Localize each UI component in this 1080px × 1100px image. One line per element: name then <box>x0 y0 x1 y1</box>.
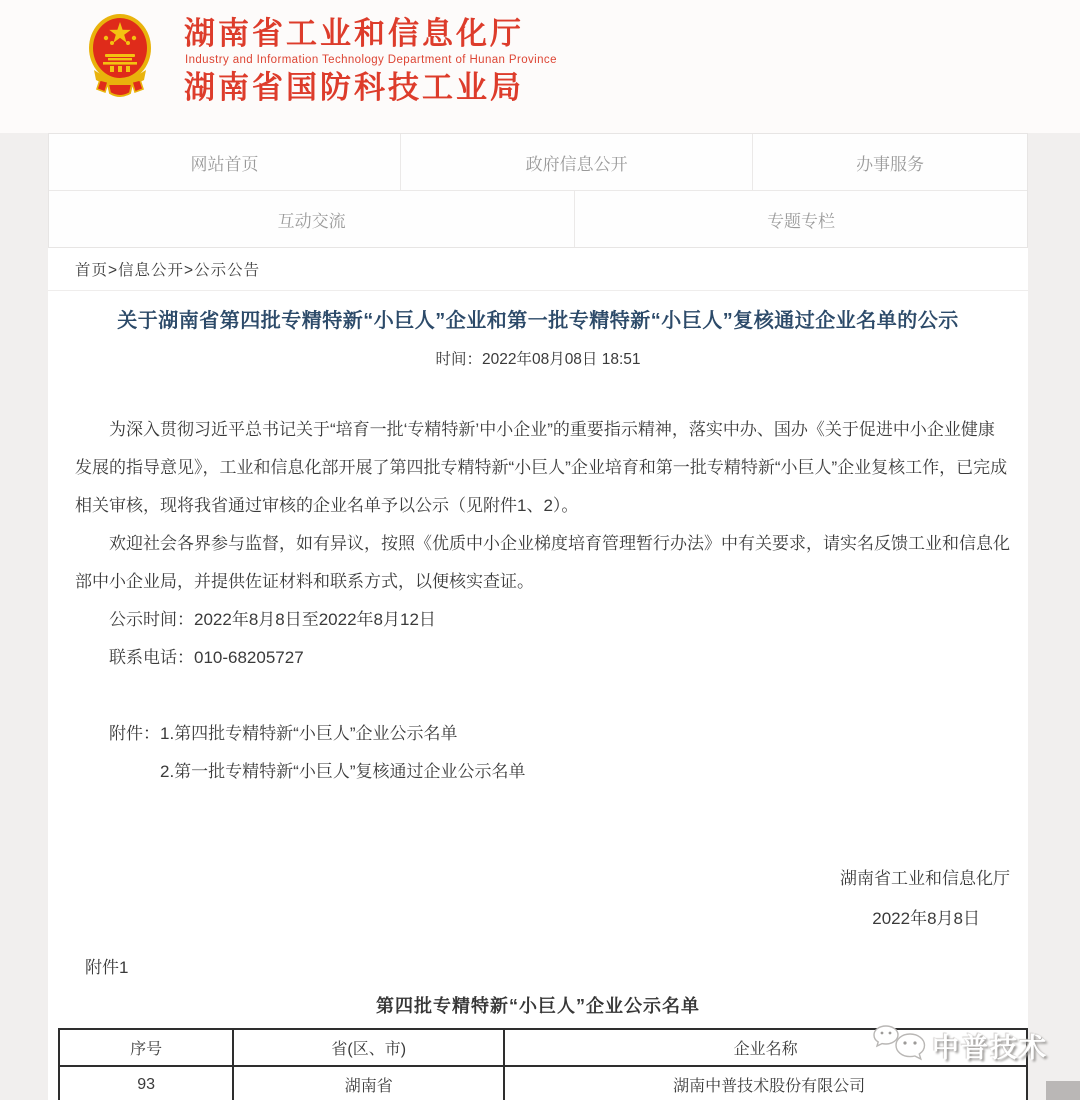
annex-table <box>58 1028 1028 1100</box>
nav-item-services[interactable]: 办事服务 <box>856 154 925 174</box>
article-body <box>48 411 1028 791</box>
breadcrumb[interactable]: 首页>信息公开>公示公告 <box>75 262 261 279</box>
attachment-line-1: 附件：1.第四批专精特新“小巨人”企业公示名单 <box>109 724 458 743</box>
annex-label: 附件1 <box>85 958 129 977</box>
column-header-province: 省(区、市) <box>233 1029 504 1066</box>
annex-table-title: 第四批专精特新“小巨人”企业公示名单 <box>376 996 700 1016</box>
main-nav <box>48 133 1028 248</box>
content-card <box>48 133 1028 1100</box>
nav-item-home[interactable]: 网站首页 <box>49 134 401 190</box>
signature-block <box>48 859 1028 939</box>
public-notice-period: 公示时间：2022年8月8日至2022年8月12日 <box>109 610 436 629</box>
breadcrumb-row <box>48 248 1028 291</box>
nav-row-2 <box>49 191 1027 248</box>
paragraph-1: 为深入贯彻习近平总书记关于“培育一批‘专精特新’中小企业”的重要指示精神，落实中办、国办《关于促进中小企业健康发展的指导意见》，工业和信息化部开展了第四批专精特新“小巨人”企业培育和第一批专精特新“小巨人”企业复核工作，已完成相关审核，现将我省通过审核的企业名单予以公示（见附件1、2）。 <box>75 420 1008 515</box>
column-header-company: 企业名称 <box>504 1029 1027 1066</box>
column-header-index: 序号 <box>59 1029 233 1066</box>
watermark-text: 中普技术 <box>932 1032 1048 1063</box>
org-name-cn2: 湖南省国防科技工业局 <box>184 70 524 105</box>
org-name-en: Industry and Information Technology Department of Hunan Province <box>185 54 557 66</box>
contact-phone: 联系电话：010-68205727 <box>109 648 304 667</box>
nav-item-special-topics[interactable]: 专题专栏 <box>767 211 836 231</box>
table-row <box>59 1066 1027 1100</box>
signature-date: 2022年8月8日 <box>872 909 980 928</box>
cell-company: 湖南中普技术股份有限公司 <box>504 1066 1027 1100</box>
cell-index: 93 <box>59 1066 233 1100</box>
site-org-titles <box>184 16 557 106</box>
national-emblem-icon <box>88 12 152 106</box>
attachment-line-2: 2.第一批专精特新“小巨人”复核通过企业公示名单 <box>160 762 526 781</box>
corner-gray-block <box>1046 1081 1080 1100</box>
nav-row-1 <box>49 134 1027 191</box>
publish-time: 时间：2022年08月08日 18:51 <box>435 351 641 368</box>
nav-item-interaction[interactable]: 互动交流 <box>49 191 575 247</box>
page-title: 关于湖南省第四批专精特新“小巨人”企业和第一批专精特新“小巨人”复核通过企业名单的公示 <box>117 310 959 332</box>
site-header <box>0 0 1080 133</box>
paragraph-2: 欢迎社会各界参与监督，如有异议，按照《优质中小企业梯度培育管理暂行办法》中有关要求，请实名反馈工业和信息化部中小企业局，并提供佐证材料和联系方式，以便核实查证。 <box>75 534 1010 591</box>
org-name-cn: 湖南省工业和信息化厅 <box>184 16 524 51</box>
table-header-row <box>59 1029 1027 1066</box>
cell-province: 湖南省 <box>233 1066 504 1100</box>
signature-org: 湖南省工业和信息化厅 <box>840 869 1010 888</box>
nav-item-gov-info[interactable]: 政府信息公开 <box>401 134 753 190</box>
